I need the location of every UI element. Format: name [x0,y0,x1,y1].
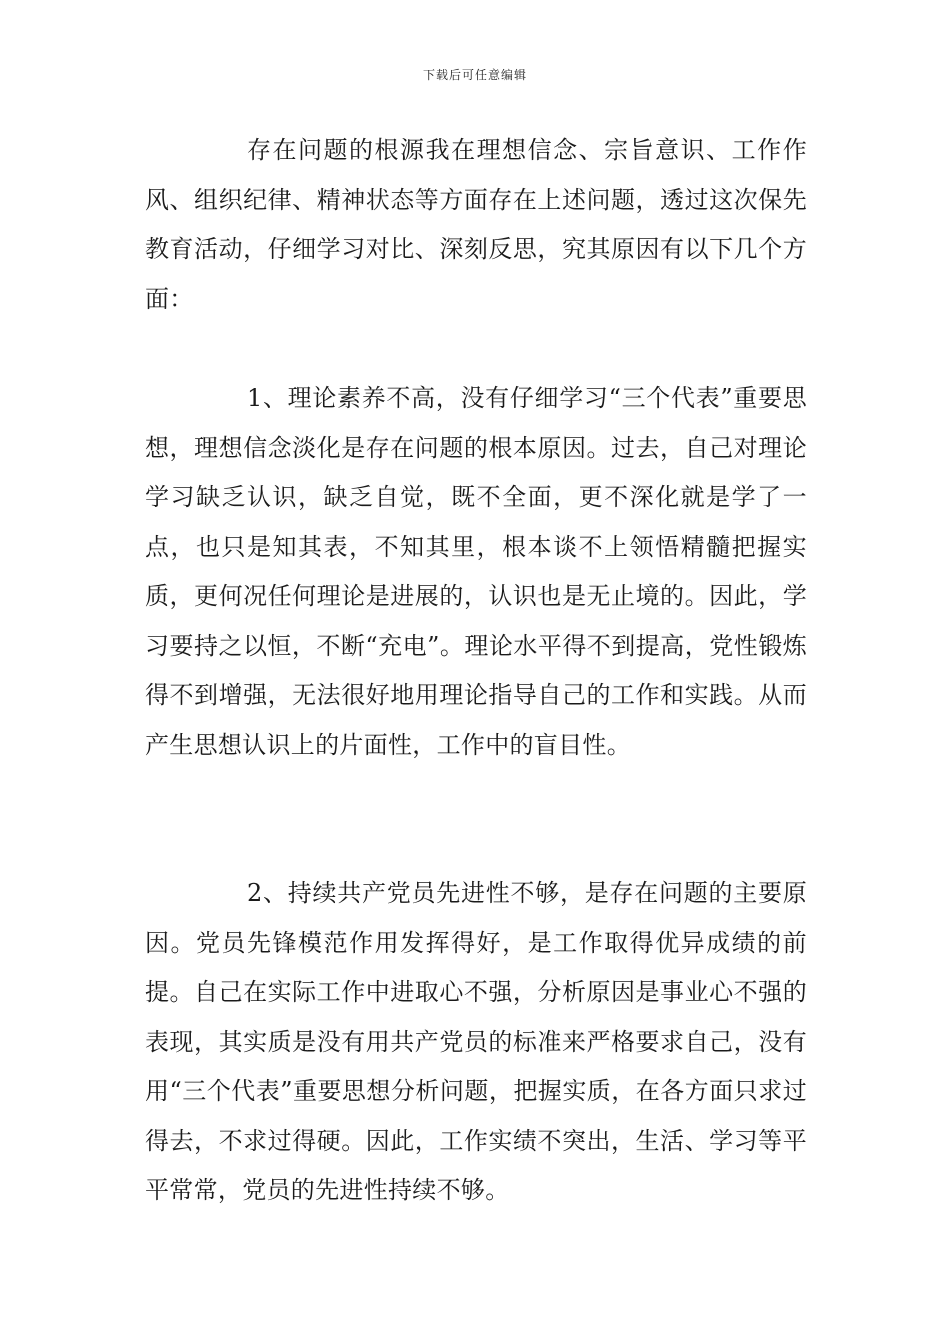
paragraph-point-2: 2、持续共产党员先进性不够，是存在问题的主要原因。党员先锋模范作用发挥得好，是工作取得优异成绩的前提。自己在实际工作中进取心不强，分析原因是事业心不强的表现，其实质是没有用共产党员的标准来严格要求自己，没有用“三个代表”重要思想分析问题，把握实质，在各方面只求过得去，不求过得硬。因此，工作实绩不突出，生活、学习等平平常常，党员的先进性持续不够。 [145,879,807,1204]
paragraph-root-causes: 存在问题的根源我在理想信念、宗旨意识、工作作风、组织纪律、精神状态等方面存在上述问题，透过这次保先教育活动，仔细学习对比、深刻反思，究其原因有以下几个方面： [145,136,807,313]
page-header: 下载后可任意编辑 [422,68,527,82]
paragraph-point-1: 1、理论素养不高，没有仔细学习“三个代表”重要思想，理想信念淡化是存在问题的根本原因。过去，自己对理论学习缺乏认识，缺乏自觉，既不全面，更不深化就是学了一点，也只是知其表，不知其里，根本谈不上领悟精髓把握实质，更何况任何理论是进展的，认识也是无止境的。因此，学习要持之以恒，不断“充电”。理论水平得不到提高，党性锻炼得不到增强，无法很好地用理论指导自己的工作和实践。从而产生思想认识上的片面性，工作中的盲目性。 [145,384,807,759]
